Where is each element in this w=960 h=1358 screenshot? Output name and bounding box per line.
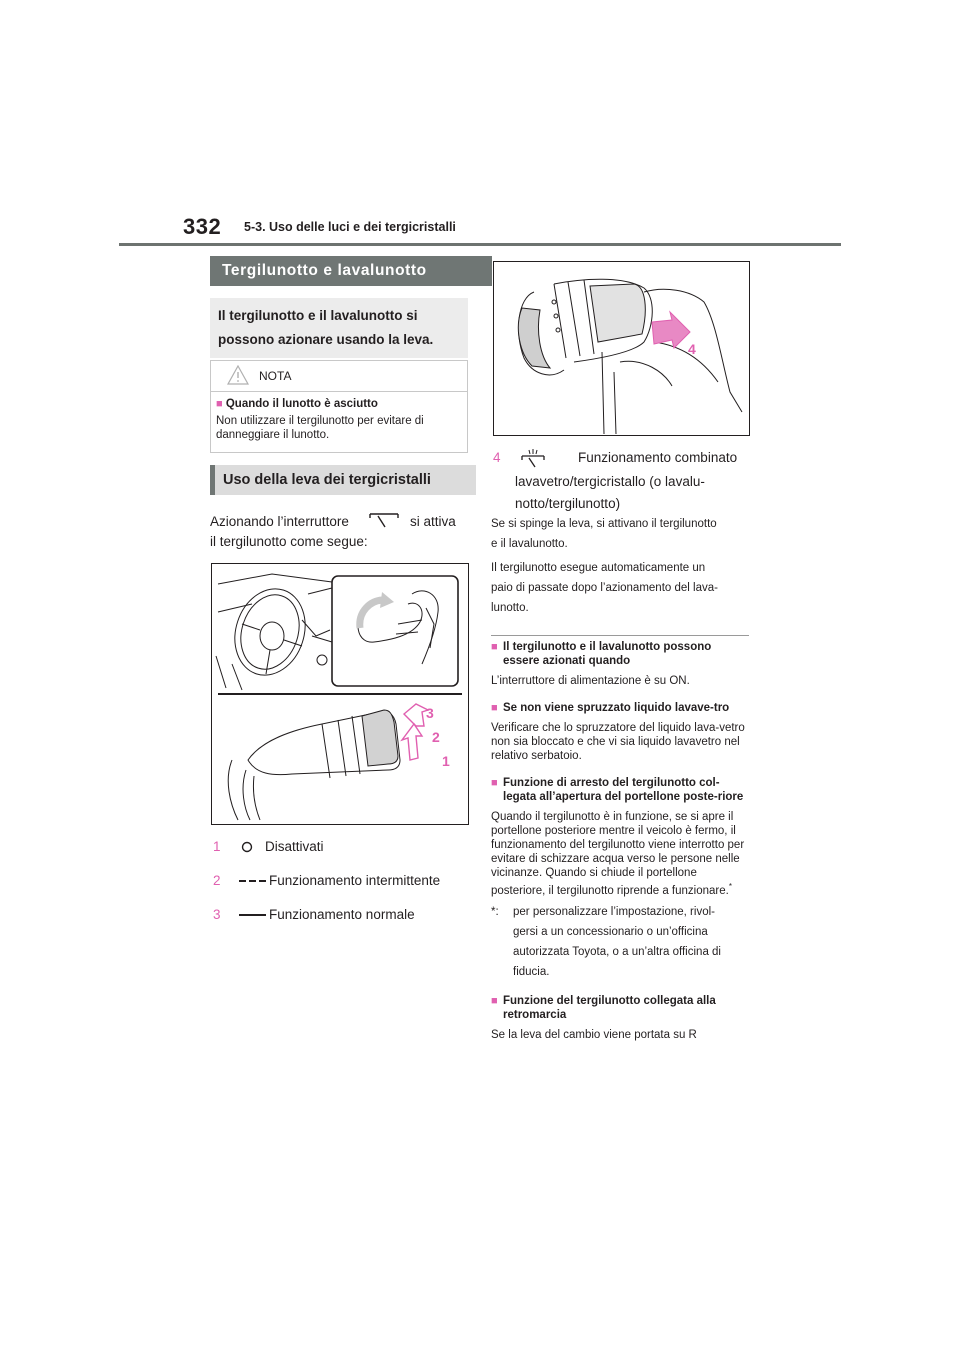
- note-3: ■ Funzione di arresto del tergilunotto col-legata all’apertura del portellone poste-riore: [491, 777, 744, 803]
- push-lever-figure: [493, 261, 750, 436]
- mode-item-off: 1 Disattivati: [213, 839, 324, 854]
- nota-header: [211, 361, 467, 392]
- nota-heading: Quando il lunotto è asciutto: [225, 398, 378, 410]
- subsection-title: Uso della leva dei tergicristalli: [210, 465, 476, 495]
- note-3-body: Quando il tergilunotto è in funzione, se si apre il portellone posteriore mentre il veicolo è fermo, il funzionamento del tergilunotto viene interrotto per evitare di schizzare acqua verso le persone nelle vicinanze. Quando si chiude il portellone posteriore, il tergilunotto riprende a funzionare.*: [491, 811, 745, 897]
- square-bullet-icon: ■: [491, 641, 498, 653]
- footnote: *: per personalizzare l’impostazione, rivol- gersi a un concessionario o un’officina autorizzata Toyota, o a un’altra officina di fiducia.: [491, 905, 721, 978]
- nota-label: NOTA: [259, 369, 292, 383]
- mode-item-normal: 3 Funzionamento normale: [213, 907, 415, 922]
- square-bullet-icon: ■: [491, 994, 498, 1007]
- mode-item-intermittent: 2 Funzionamento intermittente: [213, 873, 441, 888]
- section-reference: 5-3. Uso delle luci e dei tergicristalli: [244, 220, 456, 234]
- washer-wiper-icon: [519, 448, 547, 468]
- header-rule: [119, 243, 841, 246]
- warning-triangle-icon: [227, 365, 249, 385]
- note-4: ■ Funzione del tergilunotto collegata alla retromarcia: [491, 994, 716, 1021]
- operation-text-3: il tergilunotto come segue:: [210, 534, 368, 549]
- square-bullet-icon: ■: [491, 777, 498, 789]
- operation-text: [210, 512, 468, 552]
- wash-description: Se si spinge la leva, si attivano il tergilunotto e il lavalunotto. Il tergilunotto esegue automaticamente un paio di passate dopo l’azionamento del lava- lunotto.: [491, 518, 718, 614]
- nota-body: [211, 392, 467, 450]
- lever-figure: [211, 563, 469, 825]
- operation-text-1: Azionando l’interruttore: [210, 514, 349, 529]
- rear-wiper-icon: [368, 510, 400, 530]
- nota-box: [210, 360, 468, 453]
- lever-illustration: [212, 564, 468, 824]
- push-lever-illustration: [494, 262, 749, 435]
- operation-text-2: si attiva: [410, 514, 456, 529]
- figure-label-3: 3: [426, 705, 434, 721]
- figure-label-2: 2: [432, 729, 440, 745]
- nota-text: Non utilizzare il tergilunotto per evitare di danneggiare il lunotto.: [216, 415, 424, 441]
- section-title: Tergilunotto e lavalunotto: [210, 256, 492, 286]
- notes: ■ Il tergilunotto e il lavalunotto possono essere azionati quando L’interruttore di alimentazione è su ON. ■ Se non viene spruzzato liquido lavave-tro Verificare che lo spruzzatore del liquido lava-vetro non sia bloccato e che vi sia liquido lavavetro nel relativo serbatoio. ■ Funzione di arresto del tergilunotto col-legata all’apertura del portellone poste-riore Quando il tergilunotto è in funzione, se si apre il portellone posteriore mentre il veicolo è fermo, il funzionamento del tergilunotto viene interrotto per evitare di schizzare acqua verso le persone nelle vicinanze. Quando si chiude il portellone posteriore, il tergilunotto riprende a funzionare.* *: per personalizzare l’impostazione, rivol- gersi a un concessionario o un’officina autorizzata Toyota, o a un’altra officina di fiducia. ■ Funzione del tergilunotto collegata alla retromarcia Se la leva del cambio viene portata su R: [491, 640, 749, 1042]
- intermittent-dash-icon: [239, 879, 267, 883]
- note-2: ■ Se non viene spruzzato liquido lavave-tro: [491, 702, 730, 714]
- intro-box: Il tergilunotto e il lavalunotto si possono azionare usando la leva.: [210, 298, 468, 358]
- figure-label-4: 4: [688, 341, 696, 357]
- mode-item-wash: 4 Funzionamento combinato lavavetro/tergicristallo (o lavalu- notto/tergilunotto): [493, 450, 738, 511]
- notes-rule: [491, 635, 749, 636]
- page-number: 332: [183, 214, 222, 239]
- normal-line-icon: [239, 913, 267, 917]
- mode-list: [213, 837, 473, 939]
- off-circle-icon: [241, 841, 253, 853]
- note-1: ■ Il tergilunotto e il lavalunotto possono essere azionati quando: [491, 641, 712, 667]
- figure-label-1: 1: [442, 753, 450, 769]
- square-bullet-icon: ■: [216, 398, 223, 410]
- square-bullet-icon: ■: [491, 702, 498, 714]
